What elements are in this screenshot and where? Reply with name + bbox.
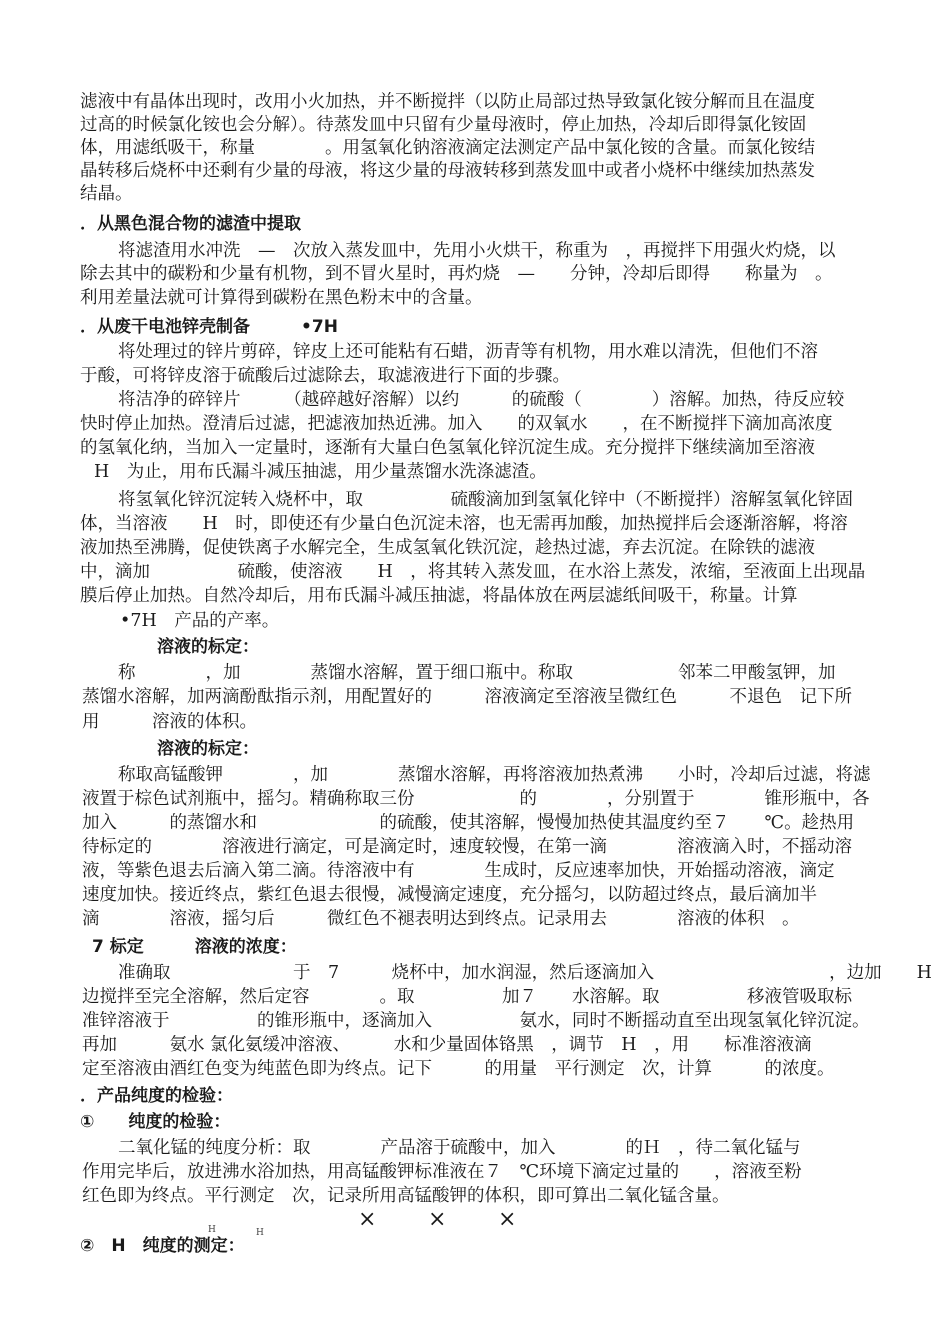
paragraph-line: 边搅拌至完全溶解，然后定容 。取 加７ 水溶解。取 移液管吸取标 [82,987,852,1007]
paragraph-line: 液，等紫色退去后滴入第二滴。待溶液中有 生成时，反应速率加快，开始摇动溶液，滴定 [82,861,835,881]
paragraph-line: 加入 的蒸馏水和 的硫酸，使其溶解，慢慢加热使其温度约至７ ℃。趁热用 [82,813,855,833]
paragraph-line: 膜后停止加热。自然冷却后，用布氏漏斗减压抽滤，将晶体放在两层滤纸间吸干，称量。计算 [80,586,798,606]
paragraph-line: 将滤渣用水冲洗 — 次放入蒸发皿中，先用小火烘干，称重为 ，再搅拌下用强火灼烧，以 [118,241,836,261]
paragraph-line: 于酸，可将锌皮溶于硫酸后过滤除去，取滤液进行下面的步骤。 [80,366,570,386]
paragraph-line: 滤液中有晶体出现时，改用小火加热，并不断搅拌（以防止局部过热导致氯化铵分解而且在温度 [80,92,815,112]
paragraph-line: 液加热至沸腾，促使铁离子水解完全，生成氢氧化铁沉淀，趁热过滤，弃去沉淀。在除铁的滤液 [80,538,815,558]
section-heading: ．产品纯度的检验： [80,1086,233,1106]
paragraph-line: 除去其中的碳粉和少量有机物，到不冒火星时，再灼烧 — 分钟，冷却后即得 称量为 。 [80,264,833,284]
paragraph-line: 晶转移后烧杯中还剩有少量的母液，将这少量的母液转移到蒸发皿中或者小烧杯中继续加热蒸发 [80,161,815,181]
paragraph-line: •7H 产品的产率。 [120,611,280,631]
paragraph-line: 二氧化锰的纯度分析：取 产品溶于硫酸中，加入 的Ｈ ，待二氧化锰与 [118,1138,801,1158]
paragraph-line: 的氢氧化纳，当加入一定量时，逐渐有大量白色氢氧化锌沉淀生成。充分搅拌下继续滴加至溶液 [80,438,815,458]
paragraph-line: H 为止，用布氏漏斗减压抽滤，用少量蒸馏水洗涤滤渣。 [94,462,547,482]
multiply-symbol: × [358,1207,377,1232]
paragraph-line: 准确取 于 7 烧杯中，加水润湿，然后逐滴加入 ，边加 H [118,963,932,983]
paragraph-line: 将处理过的锌片剪碎，锌皮上还可能粘有石蜡，沥青等有机物，用水难以清洗，但他们不溶 [118,342,818,362]
paragraph-line: 定至溶液由酒红色变为纯蓝色即为终点。记下 的用量 平行测定 次，计算 的浓度。 [82,1059,835,1079]
formula-fragment: H [256,1228,264,1238]
paragraph-line: 准锌溶液于 的锥形瓶中，逐滴加入 氨水，同时不断摇动直至出现氢氧化锌沉淀。 [82,1011,870,1031]
subsection-heading: ② H 纯度的测定： [80,1236,245,1256]
paragraph-line: 体，当溶液 H 时，即使还有少量白色沉淀未溶，也无需再加酸，加热搅拌后会逐渐溶解，将溶 [80,514,848,534]
subsection-heading: 溶液的标定： [157,637,259,657]
paragraph-line: 过高的时候氯化铵也会分解）。待蒸发皿中只留有少量母液时，停止加热，冷却后即得氯化铵固 [80,115,807,135]
paragraph-line: 称 ，加 蒸馏水溶解，置于细口瓶中。称取 邻苯二甲酸氢钾，加 [118,663,836,683]
paragraph-line: 再加 氨水 氯化氨缓冲溶液、 水和少量固体铬黑 ，调节 H ，用 标准溶液滴 [82,1035,812,1055]
subsection-heading: 溶液的标定： [157,739,259,759]
subsection-heading: ① 纯度的检验： [80,1112,231,1132]
paragraph-line: 体，用滤纸吸干，称量 。用氢氧化钠溶液滴定法测定产品中氯化铵的含量。而氯化铵结 [80,138,815,158]
paragraph-line: 利用差量法就可计算得到碳粉在黑色粉末中的含量。 [80,288,483,308]
paragraph-line: 速度加快。接近终点，紫红色退去很慢，减慢滴定速度，充分摇匀，以防超过终点，最后滴加半 [82,885,817,905]
paragraph-line: 滴 溶液，摇匀后 微红色不褪表明达到终点。记录用去 溶液的体积 。 [82,909,800,929]
paragraph-line: 作用完毕后，放进沸水浴加热，用高锰酸钾标准液在７ ℃环境下滴定过量的 ，溶液至粉 [82,1162,802,1182]
section-heading: ．从废干电池锌壳制备 •7H [80,317,338,337]
paragraph-line: 蒸馏水溶解，加两滴酚酞指示剂，用配置好的 溶液滴定至溶液呈微红色 不退色 记下所 [82,687,852,707]
paragraph-line: 用 溶液的体积。 [82,712,257,732]
paragraph-line: 将洁净的碎锌片 （越碎越好溶解）以约 的硫酸（ ）溶解。加热，待反应较 [118,390,845,410]
paragraph-line: 将氢氧化锌沉淀转入烧杯中，取 硫酸滴加到氢氧化锌中（不断搅拌）溶解氢氧化锌固 [118,490,853,510]
paragraph-line: 快时停止加热。澄清后过滤，把滤液加热近沸。加入 的双氧水 ，在不断搅拌下滴加高浓度 [80,414,833,434]
subsection-heading: 7 标定 溶液的浓度： [92,937,297,957]
paragraph-line: 中，滴加 硫酸，使溶液 H ，将其转入蒸发皿，在水浴上蒸发，浓缩，至液面上出现晶 [80,562,866,582]
paragraph-line: 待标定的 溶液进行滴定，可是滴定时，速度较慢，在第一滴 溶液滴入时，不摇动溶 [82,837,852,857]
formula-fragment: H [208,1225,216,1235]
paragraph-line: 结晶。 [80,184,133,204]
multiply-symbol: × [498,1207,517,1232]
multiply-symbol: × [428,1207,447,1232]
section-heading: ．从黑色混合物的滤渣中提取 [80,214,301,234]
paragraph-line: 液置于棕色试剂瓶中，摇匀。精确称取三份 的 ，分别置于 锥形瓶中，各 [82,789,870,809]
paragraph-line: 称取高锰酸钾 ，加 蒸馏水溶解，再将溶液加热煮沸 小时，冷却后过滤，将滤 [118,765,871,785]
paragraph-line: 红色即为终点。平行测定 次，记录所用高锰酸钾的体积，即可算出二氧化锰含量。 [82,1186,730,1206]
